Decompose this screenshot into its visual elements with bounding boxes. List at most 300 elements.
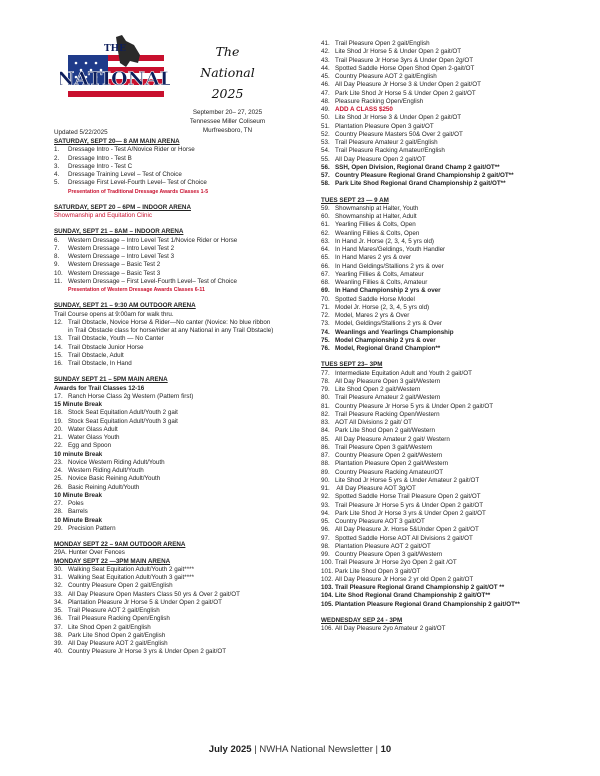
class-number: 69. (321, 287, 330, 295)
class-entry (54, 591, 314, 599)
class-name: Model, Regional Grand Champion** (335, 345, 441, 352)
class-entry (321, 419, 576, 427)
class-number: 20. (54, 425, 63, 433)
class-number: 97. (321, 534, 330, 542)
class-entry (321, 205, 576, 213)
class-entry (321, 427, 576, 435)
class-entry (54, 426, 314, 434)
class-entry (321, 147, 576, 155)
title-line-3: 2025 (211, 86, 244, 101)
class-entry (321, 57, 576, 65)
class-number: 62. (321, 229, 330, 237)
class-entry (321, 254, 576, 262)
class-entry (54, 360, 314, 368)
class-entry (321, 345, 576, 353)
class-entry (321, 296, 576, 304)
class-number: 104. (321, 592, 334, 600)
class-name: Stock Seat Equitation Adult/Youth 2 gait (68, 409, 178, 417)
class-number: 17. (54, 392, 63, 400)
footer-page-number: 10 (380, 744, 392, 755)
section-spacer (321, 189, 576, 197)
class-entry (321, 106, 576, 114)
class-name: Trail Obstacle, In Hand (68, 360, 132, 367)
class-entry (54, 155, 314, 163)
class-number: 99. (321, 551, 330, 558)
class-name: Weanling Fillies & Colts, Open (335, 229, 420, 237)
footer-separator: | (372, 744, 381, 755)
class-entry (321, 502, 576, 510)
class-entry (321, 394, 576, 402)
class-entry (54, 278, 314, 286)
section-spacer (54, 196, 314, 204)
class-entry (321, 329, 576, 337)
class-number: 36. (54, 615, 63, 623)
class-number: 12. (54, 318, 63, 326)
class-name: Water Glass Adult (68, 425, 118, 433)
class-entry (321, 73, 576, 81)
class-number: 96. (321, 526, 330, 534)
class-name: Model Championship 2 yrs & over (335, 336, 436, 344)
class-entry (54, 484, 314, 492)
class-entry (54, 171, 314, 179)
class-number: 67. (321, 270, 330, 278)
class-name: Western Dressage – Intro Level Test 1/Novice Rider or Horse (68, 236, 238, 244)
class-entry (321, 304, 576, 312)
class-name: Trail Pleasure Jr Horse 3yrs & Under Open 2g/OT (335, 56, 474, 64)
class-name: Yearling Fillies & Colts, Amateur (335, 270, 424, 278)
class-number: 27. (54, 500, 63, 507)
class-number: 71. (321, 303, 330, 311)
class-number: 15. (54, 351, 63, 359)
section-heading: SUNDAY, SEPT 21 – 9:30 AM OUTDOOR ARENA (54, 302, 196, 310)
class-entry (54, 237, 314, 245)
class-number: 48. (321, 97, 330, 105)
class-number: 68. (321, 279, 330, 286)
section-spacer (321, 353, 576, 361)
class-entry (54, 319, 314, 327)
class-name: Western Dressage – Intro Level Test 3 (68, 253, 175, 260)
class-name: Model, Mares 2 yrs & Over (335, 312, 410, 319)
class-number: 82. (321, 410, 330, 418)
class-number: 45. (321, 73, 330, 80)
class-entry (54, 179, 314, 187)
class-name: Lite Shod Open 2 gait/Western (335, 386, 421, 393)
class-entry (321, 246, 576, 254)
class-number: 11. (54, 277, 63, 285)
class-name: Spotted Saddle Horse Open Shod Open 2-gait/OT (335, 64, 475, 72)
class-name: Trail Obstacle Junior Horse (68, 343, 144, 351)
class-entry (54, 163, 314, 171)
class-number: 85. (321, 435, 330, 443)
class-entry (321, 518, 576, 526)
class-number: 31. (54, 574, 63, 581)
class-number: 61. (321, 221, 330, 229)
class-name: All Day Pleasure Jr Horse 2 yr old Open 2 gait/OT (335, 575, 474, 583)
class-entry (321, 559, 576, 567)
class-name: Western Dressage – Intro Level Test 2 (68, 244, 175, 252)
class-name: Spotted Saddle Horse AOT All Divisions 2 gait/OT (335, 534, 473, 542)
class-entry (321, 601, 576, 609)
class-entry (54, 335, 314, 343)
title-line-1: The (215, 44, 240, 59)
class-name: Country Pleasure AOT 3 gait/OT (335, 518, 425, 525)
class-number: 9. (54, 261, 60, 269)
class-name: Trail Obstacle, Novice Horse & Rider—No canter (Novice: No blue ribbon (68, 318, 271, 326)
class-entry (321, 584, 576, 592)
class-entry (321, 65, 576, 73)
class-name: Walking Seat Equitation Adult/Youth 2 gait**** (68, 565, 195, 573)
class-entry (54, 475, 314, 483)
section-heading: SUNDAY, SEPT 21 – 8AM – INDOOR ARENA (54, 228, 184, 236)
class-name: Lite Shod Jr Horse 5 yrs & Under Amateur 2 gait/OT (335, 476, 480, 484)
class-entry (321, 271, 576, 279)
class-number: 95. (321, 518, 330, 525)
class-number: 19. (54, 417, 63, 425)
class-name: ADD A CLASS $250 (335, 106, 393, 113)
class-number: 43. (321, 56, 330, 64)
class-number: 34. (54, 598, 63, 606)
class-number: 91. (321, 485, 330, 492)
section-spacer (321, 609, 576, 617)
class-entry (321, 164, 576, 172)
class-name: Trail Pleasure Open 2 gait/English (335, 40, 430, 47)
updated-date: Updated 5/22/2025 (54, 129, 108, 136)
class-entry (321, 48, 576, 56)
class-name: Plantation Pleasure AOT 2 gait/OT (335, 542, 431, 550)
class-entry (321, 535, 576, 543)
class-entry (321, 180, 576, 188)
section-heading: TUES SEPT 23– 3PM (321, 361, 383, 369)
class-entry (321, 568, 576, 576)
class-entry (321, 551, 576, 559)
class-number: 72. (321, 312, 330, 319)
class-number: 49. (321, 106, 330, 113)
class-name: All Day Pleasure Open Masters Class 50 yrs & Over 2 gait/OT (68, 590, 240, 598)
class-name: Park Lite Shod Jr Horse 5 & Under Open 2 gait/OT (335, 89, 476, 97)
break-label: Awards for Trail Classes 12-16 (54, 384, 145, 392)
class-name: Trail Pleasure Amateur 2 gait/English (335, 139, 438, 146)
class-number: 51. (321, 122, 330, 130)
class-entry (54, 508, 314, 516)
class-entry (54, 459, 314, 467)
break-label: 15 Minute Break (54, 401, 102, 408)
section-heading: SATURDAY, SEPT 20 – 6PM – INDOOR ARENA (54, 203, 191, 211)
class-entry-continued: in Trail Obstacle class for horse/rider at any National in any Trail Obstacle) (68, 327, 274, 334)
class-name: In Hand Mares/Geldings, Youth Handler (335, 246, 446, 253)
footer-month: July 2025 (208, 744, 252, 755)
class-name: Spotted Saddle Horse Model (335, 295, 415, 303)
class-name: Lite Shod Jr Horse 3 & Under Open 2 gait/OT (335, 114, 462, 122)
class-number: 57. (321, 172, 330, 179)
class-entry (321, 411, 576, 419)
class-entry (321, 526, 576, 534)
schedule-note: Trail Course opens at 9:00am for walk thru. (54, 310, 174, 318)
section-heading: MONDAY SEPT 22 – 9AM OUTDOOR ARENA (54, 541, 186, 548)
class-number: 7. (54, 244, 60, 252)
class-entry (54, 344, 314, 352)
class-entry (54, 566, 314, 574)
class-name: Lite Shod Open 2 gait/English (68, 623, 151, 631)
class-number: 74. (321, 328, 330, 336)
class-number: 29. (54, 524, 63, 532)
class-entry (54, 261, 314, 269)
class-name: Basic Reining Adult/Youth (68, 483, 140, 491)
class-name: In Hand Jr. Horse (2, 3, 4, 5 yrs old) (335, 237, 434, 245)
class-entry (54, 393, 314, 401)
class-name: Western Dressage – Basic Test 2 (68, 261, 161, 269)
class-entry (54, 574, 314, 582)
class-name: Country Pleasure AOT 2 gait/English (335, 73, 437, 80)
class-entry (321, 213, 576, 221)
class-entry (54, 253, 314, 261)
class-name: Poles (68, 500, 84, 507)
class-entry (54, 442, 314, 450)
class-entry (321, 131, 576, 139)
class-entry (321, 81, 576, 89)
class-name: Yearling Fillies & Colts, Open (335, 221, 416, 229)
break-label: 10 Minute Break (54, 491, 102, 499)
class-entry (54, 632, 314, 640)
class-entry (321, 543, 576, 551)
class-entry (321, 386, 576, 394)
class-entry (321, 493, 576, 501)
class-number: 100. (321, 559, 334, 567)
class-name: Country Pleasure Open 2 gait/English (68, 582, 173, 590)
class-name: Western Dressage – First Level-Fourth Level– Test of Choice (68, 277, 237, 285)
class-number: 75. (321, 336, 330, 344)
class-number: 14. (54, 343, 63, 351)
class-name: All Day Pleasure Jr. Horse 5&Under Open 2 gait/OT (335, 526, 479, 534)
class-name: Western Dressage – Basic Test 3 (68, 269, 161, 277)
class-entry (321, 576, 576, 584)
class-name: Country Pleasure Racking Amateur/OT (335, 468, 444, 476)
class-name: Plantation Pleasure Jr Horse 5 & Under Open 2 gait/OT (68, 598, 222, 606)
schedule-right-column (321, 40, 576, 633)
section-spacer (54, 220, 314, 228)
class-entry (321, 238, 576, 246)
class-name: Plantation Pleasure Open 2 gait/Western (335, 460, 449, 468)
section-spacer (54, 368, 314, 376)
class-name: Trail Pleasure Jr Horse 5 yrs & Under Open 2 gait/OT (335, 501, 484, 509)
class-number: 88. (321, 460, 330, 468)
class-number: 2. (54, 154, 60, 162)
section-spacer (54, 294, 314, 302)
class-number: 35. (54, 607, 63, 614)
class-entry (54, 467, 314, 475)
class-name: Trail Pleasure Amateur 2 gait/Western (335, 394, 441, 402)
class-entry (321, 592, 576, 600)
class-name: All Day Pleasure AOT 2 gait/English (68, 640, 168, 647)
class-number: 10. (54, 269, 63, 277)
class-entry (321, 312, 576, 320)
class-entry (321, 287, 576, 295)
class-entry (321, 156, 576, 164)
class-number: 21. (54, 434, 63, 441)
class-name: All Day Pleasure 2yo Amateur 2 gait/OT (335, 625, 446, 632)
class-entry (54, 648, 314, 656)
class-number: 77. (321, 369, 330, 377)
class-name: Trail Pleasure Racking Open/English (68, 615, 170, 623)
class-number: 3. (54, 162, 60, 170)
class-number: 70. (321, 295, 330, 303)
class-number: 40. (54, 648, 63, 656)
awards-presentation-note: Presentation of Traditional Dressage Awards Classes 1-5 (68, 188, 209, 195)
title-line-2: National (200, 65, 255, 80)
class-entry (321, 40, 576, 48)
footer-separator: | (251, 744, 260, 755)
class-number: 76. (321, 345, 330, 352)
flag-horse-logo-icon (60, 33, 170, 111)
class-entry (321, 221, 576, 229)
class-name: Lite Shod Jr Horse 5 & Under Open 2 gait/OT (335, 48, 462, 56)
class-entry (321, 370, 576, 378)
class-name: Country Pleasure Regional Grand Championship 2 gait/OT** (335, 172, 514, 179)
class-number: 1. (54, 146, 60, 154)
class-entry (321, 337, 576, 345)
class-entry (321, 460, 576, 468)
class-name: Trail Pleasure Racking Open/Western (335, 410, 440, 418)
class-name: Trail Obstacle, Youth — No Canter (68, 335, 164, 343)
schedule-note: 29A. Hunter Over Fences (54, 549, 125, 557)
class-number: 42. (321, 48, 330, 56)
class-number: 37. (54, 623, 63, 631)
class-number: 18. (54, 409, 63, 417)
class-number: 46. (321, 81, 330, 89)
class-number: 102. (321, 575, 334, 583)
class-name: In Hand Geldings/Stallions 2 yrs & over (335, 262, 444, 270)
footer-publication: NWHA National Newsletter (259, 744, 373, 755)
class-name: Walking Seat Equitation Adult/Youth 3 gait**** (68, 574, 195, 581)
class-entry (54, 434, 314, 442)
class-name: Precision Pattern (68, 524, 116, 532)
svg-text:NATIONAL: NATIONAL (60, 68, 170, 90)
class-entry (54, 500, 314, 508)
break-label: 10 minute Break (54, 450, 103, 458)
class-name: Country Pleasure Jr Horse 3 yrs & Under Open 2 gait/OT (68, 648, 227, 656)
class-name: Weanling Fillies & Colts, Amateur (335, 279, 428, 286)
class-name: In Hand Mares 2 yrs & over (335, 254, 412, 262)
class-number: 83. (321, 419, 330, 426)
class-name: All Day Pleasure Open 2 gait/OT (335, 155, 426, 163)
class-number: 22. (54, 442, 63, 450)
class-number: 84. (321, 427, 330, 435)
class-entry (321, 139, 576, 147)
class-entry (54, 352, 314, 360)
class-number: 23. (54, 458, 63, 466)
class-number: 103. (321, 584, 334, 591)
class-name: Egg and Spoon (68, 442, 112, 450)
class-number: 44. (321, 64, 330, 72)
class-entry (321, 510, 576, 518)
class-entry (321, 123, 576, 131)
class-number: 32. (54, 582, 63, 590)
class-number: 38. (54, 631, 63, 639)
class-number: 50. (321, 114, 330, 122)
clinic-note: Showmanship and Equitation Clinic (54, 212, 152, 219)
class-number: 8. (54, 253, 60, 260)
class-number: 28. (54, 508, 63, 516)
class-name: Park Lite Shod Open 2 gait/Western (335, 427, 435, 435)
class-entry (321, 436, 576, 444)
class-number: 66. (321, 262, 330, 270)
class-entry (54, 582, 314, 590)
show-title-block (170, 41, 285, 135)
class-entry (54, 607, 314, 615)
class-number: 94. (321, 509, 330, 517)
class-name: All Day Pleasure Jr Horse 3 & Under Open 2 gait/OT (335, 81, 481, 89)
class-number: 13. (54, 335, 63, 343)
class-name: Trail Pleasure Jr Horse 2yo Open 2 gait /OT (335, 559, 457, 567)
section-heading: SUNDAY SEPT 21 – 5PM MAIN ARENA (54, 376, 168, 384)
class-name: Spotted Saddle Horse Trail Pleasure Open 2 gait/OT (335, 493, 481, 501)
class-name: Dressage Intro - Test C (68, 162, 133, 170)
class-name: Dressage First Level-Fourth Level– Test of Choice (68, 179, 207, 187)
class-name: Trail Pleasure Open 3 gait/Western (335, 443, 433, 451)
class-number: 81. (321, 402, 330, 410)
class-number: 16. (54, 360, 63, 367)
class-name: Stock Seat Equitation Adult/Youth 3 gait (68, 417, 178, 425)
class-name: Water Glass Youth (68, 434, 120, 441)
class-name: Pleasure Racking Open/English (335, 97, 424, 105)
class-number: 105. (321, 600, 334, 608)
class-name: Lite Shod Regional Grand Championship 2 gait/OT** (335, 592, 491, 600)
class-entry (321, 230, 576, 238)
the-national-logo (60, 33, 170, 111)
class-entry (54, 615, 314, 623)
class-number: 53. (321, 139, 330, 146)
class-name: Trail Obstacle, Adult (68, 351, 124, 359)
class-entry (321, 90, 576, 98)
show-dates: September 20– 27, 2025 (192, 109, 263, 116)
class-entry (321, 485, 576, 493)
class-name: Western Riding Adult/Youth (68, 467, 144, 474)
class-number: 60. (321, 213, 330, 220)
class-number: 93. (321, 501, 330, 509)
class-number: 89. (321, 468, 330, 476)
class-name: Country Pleasure Masters 50& Over 2 gait/OT (335, 130, 463, 138)
class-name: Plantation Pleasure Open 3 gait/OT (335, 122, 434, 130)
class-number: 80. (321, 394, 330, 402)
show-city: Murfreesboro, TN (202, 127, 253, 134)
class-name: Trail Pleasure AOT 2 gait/English (68, 607, 160, 614)
page-footer (0, 744, 600, 755)
class-number: 4. (54, 171, 60, 178)
class-number: 24. (54, 467, 63, 474)
class-entry (54, 624, 314, 632)
class-entry (54, 640, 314, 648)
class-entry (321, 378, 576, 386)
show-venue: Tennessee Miller Coliseum (189, 118, 266, 125)
class-entry (321, 98, 576, 106)
class-number: 54. (321, 147, 330, 155)
class-name: Model Jr. Horse (2, 3, 4, 5 yrs old) (335, 303, 430, 311)
class-name: Park Lite Shod Regional Grand Championship 2 gait/OT** (335, 180, 506, 188)
class-number: 41. (321, 40, 330, 47)
class-entry (54, 409, 314, 417)
class-entry (321, 279, 576, 287)
class-number: 52. (321, 130, 330, 138)
section-heading: WEDNESDAY SEP 24 - 3PM (321, 616, 403, 624)
class-number: 63. (321, 237, 330, 245)
class-name: Novice Western Riding Adult/Youth (68, 458, 165, 466)
class-name: Dressage Training Level – Test of Choice (68, 171, 182, 178)
class-entry (54, 146, 314, 154)
class-number: 92. (321, 493, 330, 501)
class-entry (321, 263, 576, 271)
class-name: Showmanship at Halter, Adult (335, 213, 417, 220)
class-name: All Day Pleasure Open 3 gait/Western (335, 377, 441, 385)
class-name: Park Lite Shod Open 3 gait/OT (335, 567, 421, 575)
